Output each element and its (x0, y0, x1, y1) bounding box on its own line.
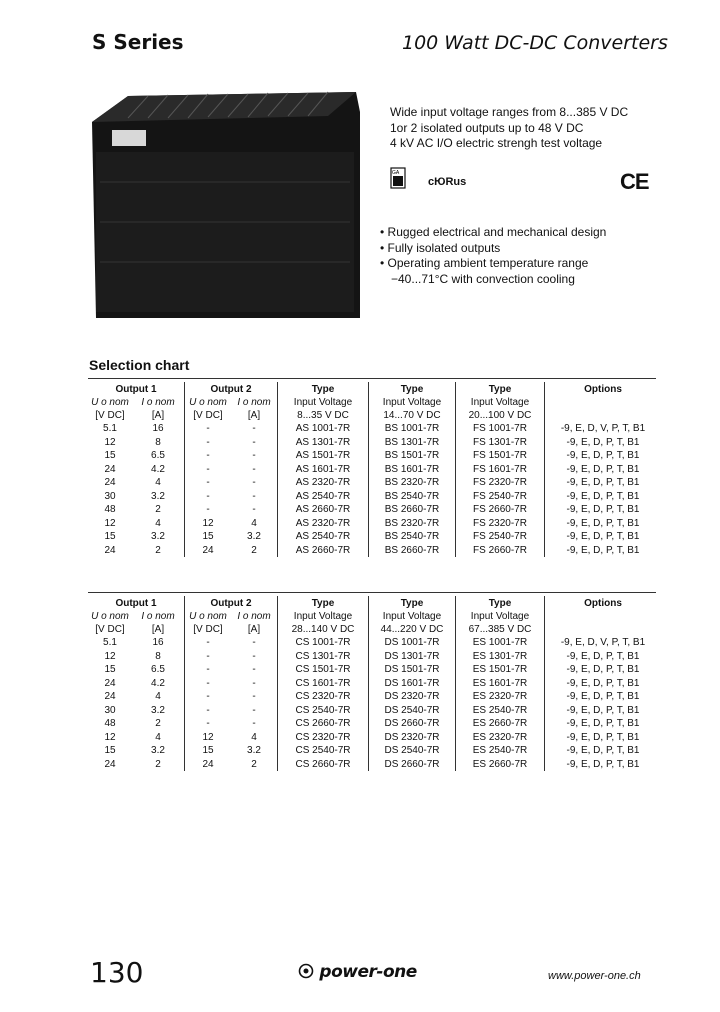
header-type: Type (456, 382, 545, 396)
header-output-1: Output 1 (115, 597, 157, 609)
table-row (88, 544, 661, 558)
selection-table-low-voltage (88, 382, 661, 557)
table-row (88, 476, 661, 490)
table-cell: DS 1001-7R (369, 636, 456, 650)
table-cell: 2 (155, 504, 161, 516)
header-input-voltage: Input Voltage (456, 610, 545, 623)
header-u-nom: U o nom (91, 397, 129, 408)
header-output-2: Output 2 (185, 382, 278, 396)
table-cell: 5.1 (103, 637, 117, 649)
power-one-logo-icon (298, 963, 314, 979)
svg-text:GA: GA (392, 170, 400, 176)
table-row (88, 636, 661, 650)
table-cell: 6.5 (151, 664, 165, 676)
table-cell: ES 1001-7R (456, 636, 545, 650)
header-i-nom: I o nom (237, 611, 271, 622)
table-cell: - (185, 717, 232, 731)
table-cell: -9, E, D, P, T, B1 (545, 476, 662, 490)
table-cell: BS 1501-7R (369, 449, 456, 463)
bullet-item: • Rugged electrical and mechanical design (380, 225, 607, 239)
bullet-list (380, 225, 606, 287)
table-cell: AS 1301-7R (278, 436, 369, 450)
table-cell: 16 (152, 637, 164, 649)
table-cell: AS 2660-7R (278, 544, 369, 558)
table-row (88, 731, 661, 745)
table-cell: 2 (155, 758, 161, 770)
table-cell: -9, E, D, P, T, B1 (545, 663, 662, 677)
table-cell: 4.2 (151, 677, 165, 689)
table-cell: FS 2540-7R (456, 490, 545, 504)
table-cell: 12 (185, 517, 232, 531)
header-u-nom: U o nom (91, 611, 129, 622)
header-type: Type (278, 596, 369, 610)
table-cell: DS 2320-7R (369, 731, 456, 745)
series-title: S Series (92, 30, 184, 54)
table-cell: DS 1501-7R (369, 663, 456, 677)
table-cell: 2 (155, 544, 161, 556)
table-cell: ES 1601-7R (456, 677, 545, 691)
table-cell: - (185, 503, 232, 517)
header-range: 14...70 V DC (369, 409, 456, 422)
table-cell: CS 2540-7R (278, 744, 369, 758)
table-cell: ES 2540-7R (456, 704, 545, 718)
table-cell: BS 1301-7R (369, 436, 456, 450)
table-cell: AS 1001-7R (278, 422, 369, 436)
header-i-nom: I o nom (141, 611, 175, 622)
table-cell: 24 (104, 691, 116, 703)
table-cell: AS 1601-7R (278, 463, 369, 477)
table-cell: 2 (251, 544, 257, 556)
table-cell: 15 (104, 531, 116, 543)
header-unit: [A] (151, 410, 165, 421)
table-cell: ES 2660-7R (456, 758, 545, 772)
selection-table-high-voltage (88, 596, 661, 771)
header-range: 44...220 V DC (369, 623, 456, 636)
bullet-item: −40...71°C with convection cooling (391, 271, 575, 286)
table-top-rule (88, 592, 656, 593)
table-cell: FS 2660-7R (456, 503, 545, 517)
table-cell: 4.2 (151, 463, 165, 475)
table-row (88, 517, 661, 531)
table-cell: - (252, 704, 256, 716)
table-cell: - (185, 490, 232, 504)
table-cell: - (185, 677, 232, 691)
table-cell: 3.2 (151, 490, 165, 502)
page-number: 130 (90, 956, 144, 989)
table-cell: 8 (155, 436, 161, 448)
table-cell: BS 2660-7R (369, 544, 456, 558)
brand-logo: power-one (298, 962, 417, 982)
table-cell: 4 (155, 731, 161, 743)
feature-line: Wide input voltage ranges from 8...385 V DC (390, 105, 629, 119)
header-unit: [V DC] (95, 624, 125, 635)
table-cell: - (252, 436, 256, 448)
table-cell: 15 (104, 664, 116, 676)
table-cell: - (185, 476, 232, 490)
header-type: Type (369, 596, 456, 610)
table-cell: -9, E, D, P, T, B1 (545, 463, 662, 477)
table-cell: DS 2320-7R (369, 690, 456, 704)
table-cell: DS 1301-7R (369, 650, 456, 664)
table-cell: -9, E, D, P, T, B1 (545, 717, 662, 731)
header-range: 28...140 V DC (278, 623, 369, 636)
header-range: 8...35 V DC (278, 409, 369, 422)
table-cell: 24 (185, 758, 232, 772)
table-cell: 48 (104, 718, 116, 730)
table-cell: 15 (185, 530, 232, 544)
table-cell: 2 (251, 758, 257, 770)
table-cell: 24 (185, 544, 232, 558)
table-cell: 16 (152, 423, 164, 435)
table-cell: -9, E, D, P, T, B1 (545, 436, 662, 450)
table-cell: -9, E, D, P, T, B1 (545, 704, 662, 718)
table-cell: DS 2540-7R (369, 704, 456, 718)
bullet-item: • Operating ambient temperature range (380, 256, 589, 270)
table-cell: -9, E, D, V, P, T, B1 (545, 636, 662, 650)
header-output-1: Output 1 (115, 383, 157, 395)
table-cell: -9, E, D, P, T, B1 (545, 503, 662, 517)
table-cell: ES 1501-7R (456, 663, 545, 677)
table-cell: - (185, 422, 232, 436)
table-cell: 3.2 (151, 531, 165, 543)
table-cell: -9, E, D, P, T, B1 (545, 744, 662, 758)
table-row (88, 650, 661, 664)
table-cell: - (252, 650, 256, 662)
table-cell: 15 (185, 744, 232, 758)
table-cell: DS 1601-7R (369, 677, 456, 691)
header-input-voltage: Input Voltage (369, 396, 456, 409)
table-cell: -9, E, D, P, T, B1 (545, 544, 662, 558)
table-cell: 12 (185, 731, 232, 745)
table-cell: 2 (155, 718, 161, 730)
table-cell: BS 2660-7R (369, 503, 456, 517)
table-cell: FS 2660-7R (456, 544, 545, 558)
table-row (88, 463, 661, 477)
table-cell: 12 (104, 650, 116, 662)
table-cell: 30 (104, 490, 116, 502)
website-url: www.power-one.ch (548, 970, 641, 982)
table-cell: 8 (155, 650, 161, 662)
table-cell: - (252, 450, 256, 462)
header-type: Type (456, 596, 545, 610)
table-cell: FS 1001-7R (456, 422, 545, 436)
table-cell: - (185, 636, 232, 650)
table-cell: 4 (251, 517, 257, 529)
table-cell: -9, E, D, P, T, B1 (545, 530, 662, 544)
header-input-voltage: Input Voltage (278, 610, 369, 623)
table-row (88, 436, 661, 450)
table-cell: AS 2660-7R (278, 503, 369, 517)
header-type: Type (369, 382, 456, 396)
table-cell: AS 2320-7R (278, 476, 369, 490)
table-row (88, 530, 661, 544)
ce-mark-icon: CE (620, 169, 649, 194)
table-row (88, 690, 661, 704)
table-cell: FS 1301-7R (456, 436, 545, 450)
table-cell: 4 (251, 731, 257, 743)
table-cell: DS 2540-7R (369, 744, 456, 758)
table-cell: - (185, 663, 232, 677)
table-cell: 3.2 (247, 531, 261, 543)
header-i-nom: I o nom (237, 397, 271, 408)
product-photo (88, 82, 366, 322)
table-cell: 3.2 (151, 704, 165, 716)
table-cell: CS 2320-7R (278, 731, 369, 745)
table-cell: 12 (104, 436, 116, 448)
table-cell: 4 (155, 517, 161, 529)
table-cell: DS 2660-7R (369, 758, 456, 772)
ul-logo-icon: cЮRus (428, 176, 467, 188)
table-cell: -9, E, D, P, T, B1 (545, 690, 662, 704)
table-cell: BS 1001-7R (369, 422, 456, 436)
table-cell: 12 (104, 731, 116, 743)
table-row (88, 663, 661, 677)
table-cell: AS 2320-7R (278, 517, 369, 531)
table-row (88, 422, 661, 436)
table-cell: 24 (104, 544, 116, 556)
table-cell: BS 2540-7R (369, 490, 456, 504)
table-row (88, 704, 661, 718)
table-cell: 4 (155, 477, 161, 489)
table-cell: FS 1601-7R (456, 463, 545, 477)
table-cell: - (252, 691, 256, 703)
table-cell: - (252, 504, 256, 516)
header-range: 67...385 V DC (456, 623, 545, 636)
table-cell: - (185, 704, 232, 718)
table-cell: - (252, 490, 256, 502)
table-row (88, 717, 661, 731)
table-cell: ES 1301-7R (456, 650, 545, 664)
table-cell: -9, E, D, P, T, B1 (545, 758, 662, 772)
header-u-nom: U o nom (185, 396, 232, 409)
table-cell: -9, E, D, P, T, B1 (545, 650, 662, 664)
vde-logo-icon (390, 167, 406, 189)
table-cell: 12 (104, 517, 116, 529)
table-cell: - (185, 690, 232, 704)
header-type: Type (278, 382, 369, 396)
table-cell: -9, E, D, P, T, B1 (545, 731, 662, 745)
table-cell: BS 2320-7R (369, 476, 456, 490)
document-title: 100 Watt DC-DC Converters (402, 32, 668, 54)
table-cell: -9, E, D, P, T, B1 (545, 677, 662, 691)
table-cell: 3.2 (247, 745, 261, 757)
table-cell: CS 2660-7R (278, 717, 369, 731)
table-row (88, 449, 661, 463)
bullet-item: • Fully isolated outputs (380, 240, 501, 255)
table-cell: 48 (104, 504, 116, 516)
table-cell: -9, E, D, P, T, B1 (545, 449, 662, 463)
table-cell: CS 1301-7R (278, 650, 369, 664)
table-cell: 3.2 (151, 745, 165, 757)
feature-line: 1or 2 isolated outputs up to 48 V DC (390, 121, 584, 135)
header-unit: [V DC] (185, 409, 232, 422)
table-cell: FS 2320-7R (456, 517, 545, 531)
header-u-nom: U o nom (185, 610, 232, 623)
table-cell: CS 1601-7R (278, 677, 369, 691)
header-unit: [A] (247, 624, 261, 635)
table-cell: -9, E, D, P, T, B1 (545, 490, 662, 504)
table-cell: ES 2320-7R (456, 731, 545, 745)
header-input-voltage: Input Voltage (278, 396, 369, 409)
header-input-voltage: Input Voltage (456, 396, 545, 409)
feature-line: 4 kV AC I/O electric strengh test voltage (390, 136, 603, 150)
table-cell: 6.5 (151, 450, 165, 462)
table-cell: AS 2540-7R (278, 530, 369, 544)
table-row (88, 677, 661, 691)
table-cell: AS 2540-7R (278, 490, 369, 504)
header-i-nom: I o nom (141, 397, 175, 408)
table-cell: - (252, 718, 256, 730)
table-row (88, 490, 661, 504)
table-cell: - (185, 449, 232, 463)
table-cell: DS 2660-7R (369, 717, 456, 731)
table-cell: -9, E, D, P, T, B1 (545, 517, 662, 531)
table-cell: 30 (104, 704, 116, 716)
table-row (88, 758, 661, 772)
header-unit: [V DC] (95, 410, 125, 421)
table-cell: CS 1501-7R (278, 663, 369, 677)
table-cell: - (252, 664, 256, 676)
table-cell: - (252, 637, 256, 649)
header-output-2: Output 2 (185, 596, 278, 610)
table-cell: CS 2540-7R (278, 704, 369, 718)
table-cell: ES 2540-7R (456, 744, 545, 758)
table-cell: - (252, 677, 256, 689)
table-cell: 24 (104, 477, 116, 489)
table-cell: - (185, 650, 232, 664)
table-row (88, 503, 661, 517)
header-options: Options (545, 596, 662, 610)
header-unit: [V DC] (185, 623, 232, 636)
table-cell: FS 2320-7R (456, 476, 545, 490)
table-cell: BS 1601-7R (369, 463, 456, 477)
header-options: Options (545, 382, 662, 396)
table-row (88, 744, 661, 758)
table-cell: 24 (104, 677, 116, 689)
table-cell: AS 1501-7R (278, 449, 369, 463)
table-cell: CS 2660-7R (278, 758, 369, 772)
table-cell: -9, E, D, V, P, T, B1 (545, 422, 662, 436)
table-cell: CS 2320-7R (278, 690, 369, 704)
header-unit: [A] (247, 410, 261, 421)
selection-chart-title: Selection chart (89, 357, 190, 373)
table-cell: BS 2320-7R (369, 517, 456, 531)
table-cell: - (252, 463, 256, 475)
table-top-rule (88, 378, 656, 379)
table-cell: BS 2540-7R (369, 530, 456, 544)
header-unit: [A] (151, 624, 165, 635)
table-cell: - (185, 436, 232, 450)
table-cell: 24 (104, 463, 116, 475)
table-cell: ES 2660-7R (456, 717, 545, 731)
table-cell: - (252, 477, 256, 489)
table-cell: FS 1501-7R (456, 449, 545, 463)
table-cell: 15 (104, 450, 116, 462)
table-cell: 4 (155, 691, 161, 703)
table-cell: 5.1 (103, 423, 117, 435)
table-cell: CS 1001-7R (278, 636, 369, 650)
table-cell: 15 (104, 745, 116, 757)
table-cell: ES 2320-7R (456, 690, 545, 704)
table-cell: - (185, 463, 232, 477)
table-cell: - (252, 423, 256, 435)
table-cell: FS 2540-7R (456, 530, 545, 544)
header-range: 20...100 V DC (456, 409, 545, 422)
table-cell: 24 (104, 758, 116, 770)
header-input-voltage: Input Voltage (369, 610, 456, 623)
